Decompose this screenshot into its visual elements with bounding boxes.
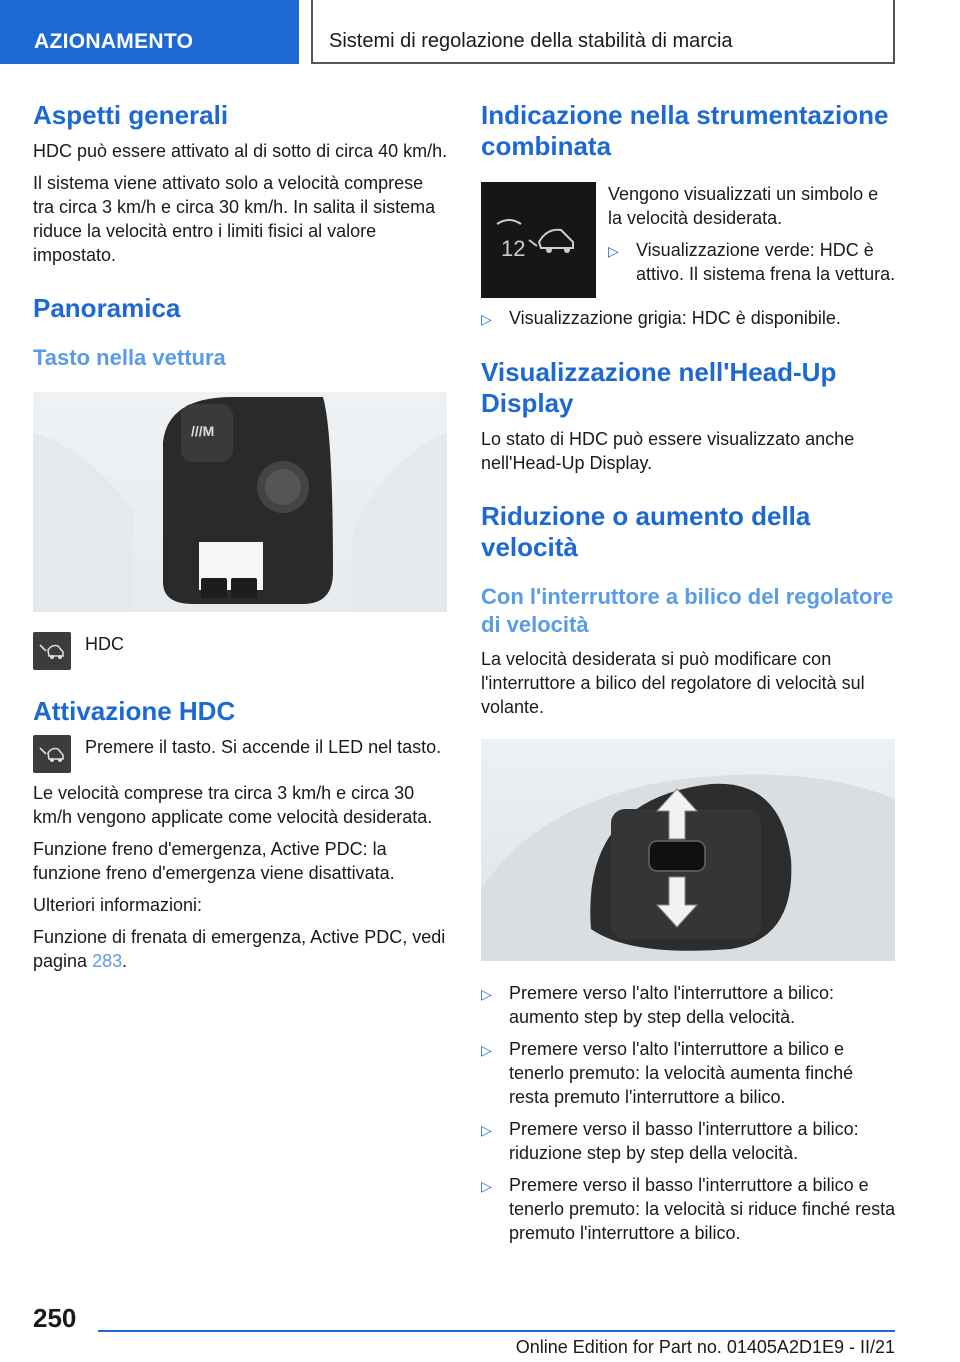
footer-divider: [98, 1330, 895, 1332]
right-column: [481, 100, 897, 1245]
heading-indicazione: Indicazione nella strumentazione combinata: [481, 100, 889, 161]
chapter-tab: [0, 0, 299, 64]
paragraph-activation-speed: HDC può essere attivato al di sotto di circa 40 km/h.: [33, 141, 448, 161]
hill-descent-icon: [33, 735, 71, 773]
svg-text:///M: ///M: [191, 423, 215, 439]
paragraph-reference: Funzione di frenata di emergenza, Active PDC, vedi pagina 283.: [33, 927, 446, 971]
left-column: [33, 100, 449, 973]
bullet-down-step: ▷ Premere verso il basso l'interruttore a bilico: riduzione step by step della velocità.: [481, 1119, 859, 1163]
cluster-display-image: [481, 182, 596, 298]
paragraph-desired-speed: Le velocità comprese tra circa 3 km/h e circa 30 km/h vengono applicate come velocità desiderata.: [33, 783, 433, 827]
steering-wheel-image: [481, 739, 895, 961]
section-header: [311, 0, 895, 64]
heading-aspetti: Aspetti generali: [33, 100, 229, 130]
cluster-speed-number: 12: [500, 236, 525, 261]
page-link[interactable]: 283: [92, 951, 123, 971]
triangle-right-icon: ▷: [481, 1122, 492, 1138]
hdc-button-legend: [33, 632, 449, 670]
triangle-right-icon: ▷: [481, 311, 492, 327]
heading-headup: Visualizzazione nell'Head-Up Display: [481, 357, 837, 418]
page-number: 250: [33, 1303, 77, 1333]
section-title: Sistemi di regolazione della stabilità di marcia: [329, 30, 733, 52]
heading-tasto: Tasto nella vettura: [33, 345, 226, 370]
hdc-label: HDC: [85, 634, 124, 654]
triangle-right-icon: ▷: [481, 1042, 492, 1058]
paragraph-speed-range: Il sistema viene attivato solo a velocità comprese tra circa 3 km/h e circa 30 km/h. In salita il sistema riduce la velocità entro i limiti fisici al valore impostato.: [33, 173, 436, 265]
paragraph-rocker: La velocità desiderata si può modificare con l'interruttore a bilico del regolatore di velocità sul volante.: [481, 649, 865, 717]
cluster-description: [608, 182, 897, 298]
heading-riduzione: Riduzione o aumento della velocità: [481, 501, 811, 562]
bullet-down-hold: ▷ Premere verso il basso l'interruttore a bilico e tenerlo premuto: la velocità si riduce finché resta premuto l'interruttore a bilico.: [481, 1175, 896, 1243]
hill-descent-icon: [33, 632, 71, 670]
bullet-green: ▷ Visualizzazione verde: HDC è attivo. Il sistema frena la vettura.: [608, 240, 896, 284]
edition-note: Online Edition for Part no. 01405A2D1E9 - II/21: [515, 1337, 895, 1357]
triangle-right-icon: ▷: [481, 1178, 492, 1194]
bullet-grey: ▷ Visualizzazione grigia: HDC è disponibile.: [481, 306, 897, 331]
heading-panoramica: Panoramica: [33, 293, 181, 323]
triangle-right-icon: ▷: [608, 243, 619, 259]
paragraph-more-info: Ulteriori informazioni:: [33, 895, 203, 915]
bullet-up-step: ▷ Premere verso l'alto l'interruttore a bilico: aumento step by step della velocità.: [481, 983, 835, 1027]
press-button-instruction: [33, 735, 449, 773]
heading-attivazione: Attivazione HDC: [33, 696, 236, 726]
bullet-up-hold: ▷ Premere verso l'alto l'interruttore a bilico e tenerlo premuto: la velocità aumenta finché resta premuto l'interruttore a bilico.: [481, 1039, 854, 1107]
gear-console-image: [33, 392, 447, 612]
cluster-display-block: [481, 182, 897, 298]
paragraph-emergency-brake: Funzione freno d'emergenza, Active PDC: la funzione freno d'emergenza viene disattivata.: [33, 839, 395, 883]
triangle-right-icon: ▷: [481, 986, 492, 1002]
heading-interruttore: Con l'interruttore a bilico del regolatore di velocità: [481, 584, 894, 637]
chapter-title: AZIONAMENTO: [34, 30, 194, 53]
paragraph-symbol-speed: Vengono visualizzati un simbolo e la velocità desiderata.: [608, 184, 879, 228]
paragraph-headup: Lo stato di HDC può essere visualizzato anche nell'Head-Up Display.: [481, 429, 855, 473]
press-button-text: Premere il tasto. Si accende il LED nel tasto.: [85, 737, 442, 757]
